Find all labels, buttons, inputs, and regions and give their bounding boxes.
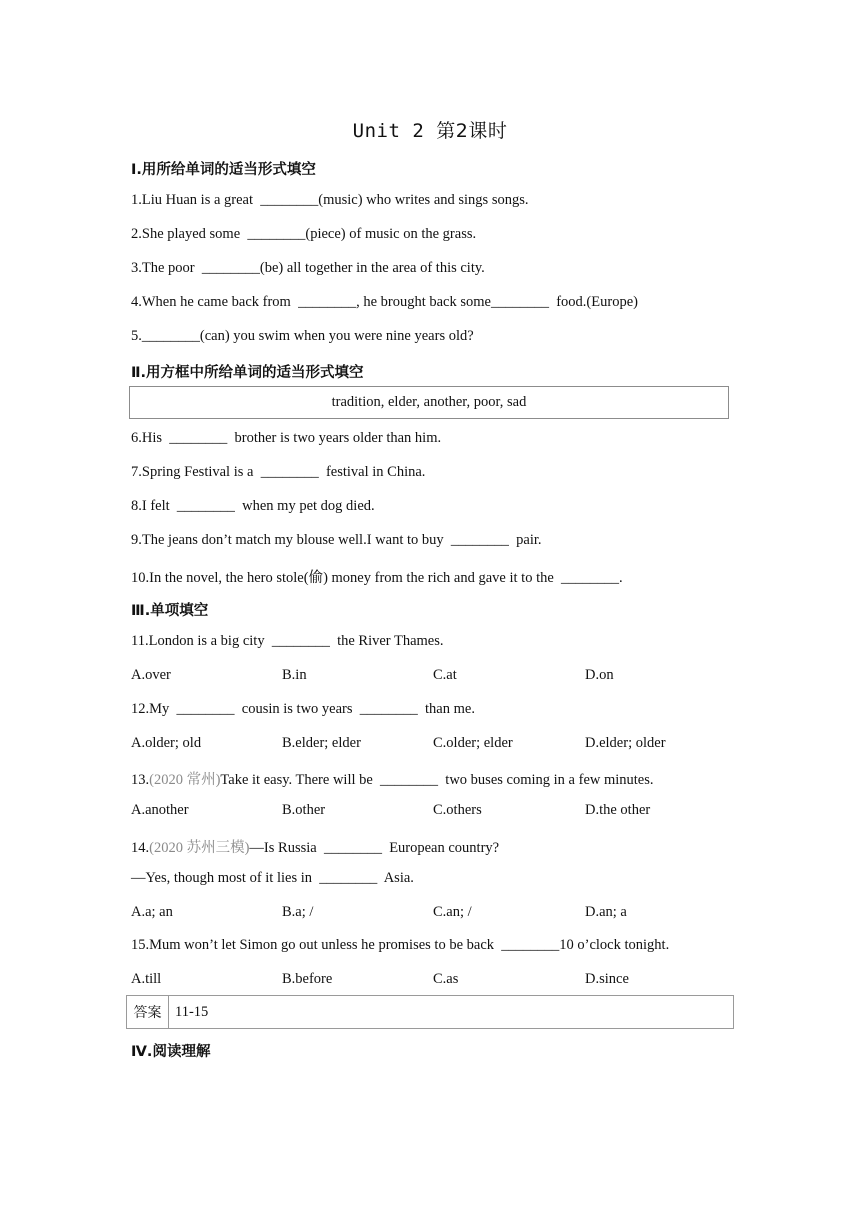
question-11: 11.London is a big city ________ the River Thames. xyxy=(131,633,444,649)
question-6: 6.His ________ brother is two years older than him. xyxy=(131,430,442,446)
question-8: 8.I felt ________ when my pet dog died. xyxy=(131,498,375,514)
question-12: 12.My ________ cousin is two years ________ than me. xyxy=(131,701,475,717)
option-13-d: D.the other xyxy=(585,802,651,818)
section-3-heading: Ⅲ.单项填空 xyxy=(131,603,209,619)
option-15-a: A.till xyxy=(131,971,162,987)
word-box-text: tradition, elder, another, poor, sad xyxy=(331,394,527,410)
word-box xyxy=(129,386,729,419)
option-12-a: A.older; old xyxy=(131,735,202,751)
option-15-d: D.since xyxy=(585,971,629,987)
title-lesson: 第2课时 xyxy=(436,120,508,142)
question-7: 7.Spring Festival is a ________ festival in China. xyxy=(131,464,426,480)
question-3: 3.The poor ________(be) all together in the area of this city. xyxy=(131,260,485,276)
question-13: 13.(2020 常州)Take it easy. There will be ________ two buses coming in a few minutes. xyxy=(131,772,654,788)
option-12-c: C.older; elder xyxy=(433,735,513,751)
option-12-d: D.elder; older xyxy=(585,735,666,751)
question-15: 15.Mum won’t let Simon go out unless he promises to be back ________10 o’clock tonight. xyxy=(131,937,670,953)
question-14-source: (2020 苏州三模) xyxy=(149,840,250,856)
option-15-b: B.before xyxy=(282,971,333,987)
question-1: 1.Liu Huan is a great ________(music) who writes and sings songs. xyxy=(131,192,529,208)
option-13-a: A.another xyxy=(131,802,189,818)
option-13-b: B.other xyxy=(282,802,326,818)
option-11-b: B.in xyxy=(282,667,307,683)
section-4-heading: Ⅳ.阅读理解 xyxy=(131,1044,211,1060)
question-10: 10.In the novel, the hero stole(偷) money from the rich and gave it to the ________. xyxy=(131,570,623,586)
section-1-heading: Ⅰ.用所给单词的适当形式填空 xyxy=(131,162,316,178)
option-11-c: C.at xyxy=(433,667,457,683)
option-11-a: A.over xyxy=(131,667,171,683)
question-14-stem: —Is Russia ________ European country? xyxy=(249,840,500,856)
option-15-c: C.as xyxy=(433,971,459,987)
section-2-heading: Ⅱ.用方框中所给单词的适当形式填空 xyxy=(131,365,364,381)
option-14-c: C.an; / xyxy=(433,904,472,920)
answer-table xyxy=(126,995,734,1029)
question-4: 4.When he came back from ________, he brought back some________ food.(Europe) xyxy=(131,294,638,310)
question-9: 9.The jeans don’t match my blouse well.I want to buy ________ pair. xyxy=(131,532,542,548)
question-13-source: (2020 常州) xyxy=(149,772,221,788)
question-2: 2.She played some ________(piece) of music on the grass. xyxy=(131,226,477,242)
question-5: 5.________(can) you swim when you were nine years old? xyxy=(131,328,474,344)
question-14: 14.(2020 苏州三模)—Is Russia ________ European country? xyxy=(131,840,500,856)
option-11-d: D.on xyxy=(585,667,614,683)
option-12-b: B.elder; elder xyxy=(282,735,361,751)
option-14-a: A.a; an xyxy=(131,904,173,920)
answer-label: 答案 xyxy=(127,996,169,1028)
option-14-b: B.a; / xyxy=(282,904,314,920)
option-14-d: D.an; a xyxy=(585,904,627,920)
answer-value: 11-15 xyxy=(175,1003,209,1020)
question-14-reply: —Yes, though most of it lies in ________ Asia. xyxy=(131,870,414,886)
option-13-c: C.others xyxy=(433,802,482,818)
page-title: Unit 2 第2课时 xyxy=(352,120,508,142)
question-13-stem: Take it easy. There will be ________ two buses coming in a few minutes. xyxy=(220,772,654,788)
